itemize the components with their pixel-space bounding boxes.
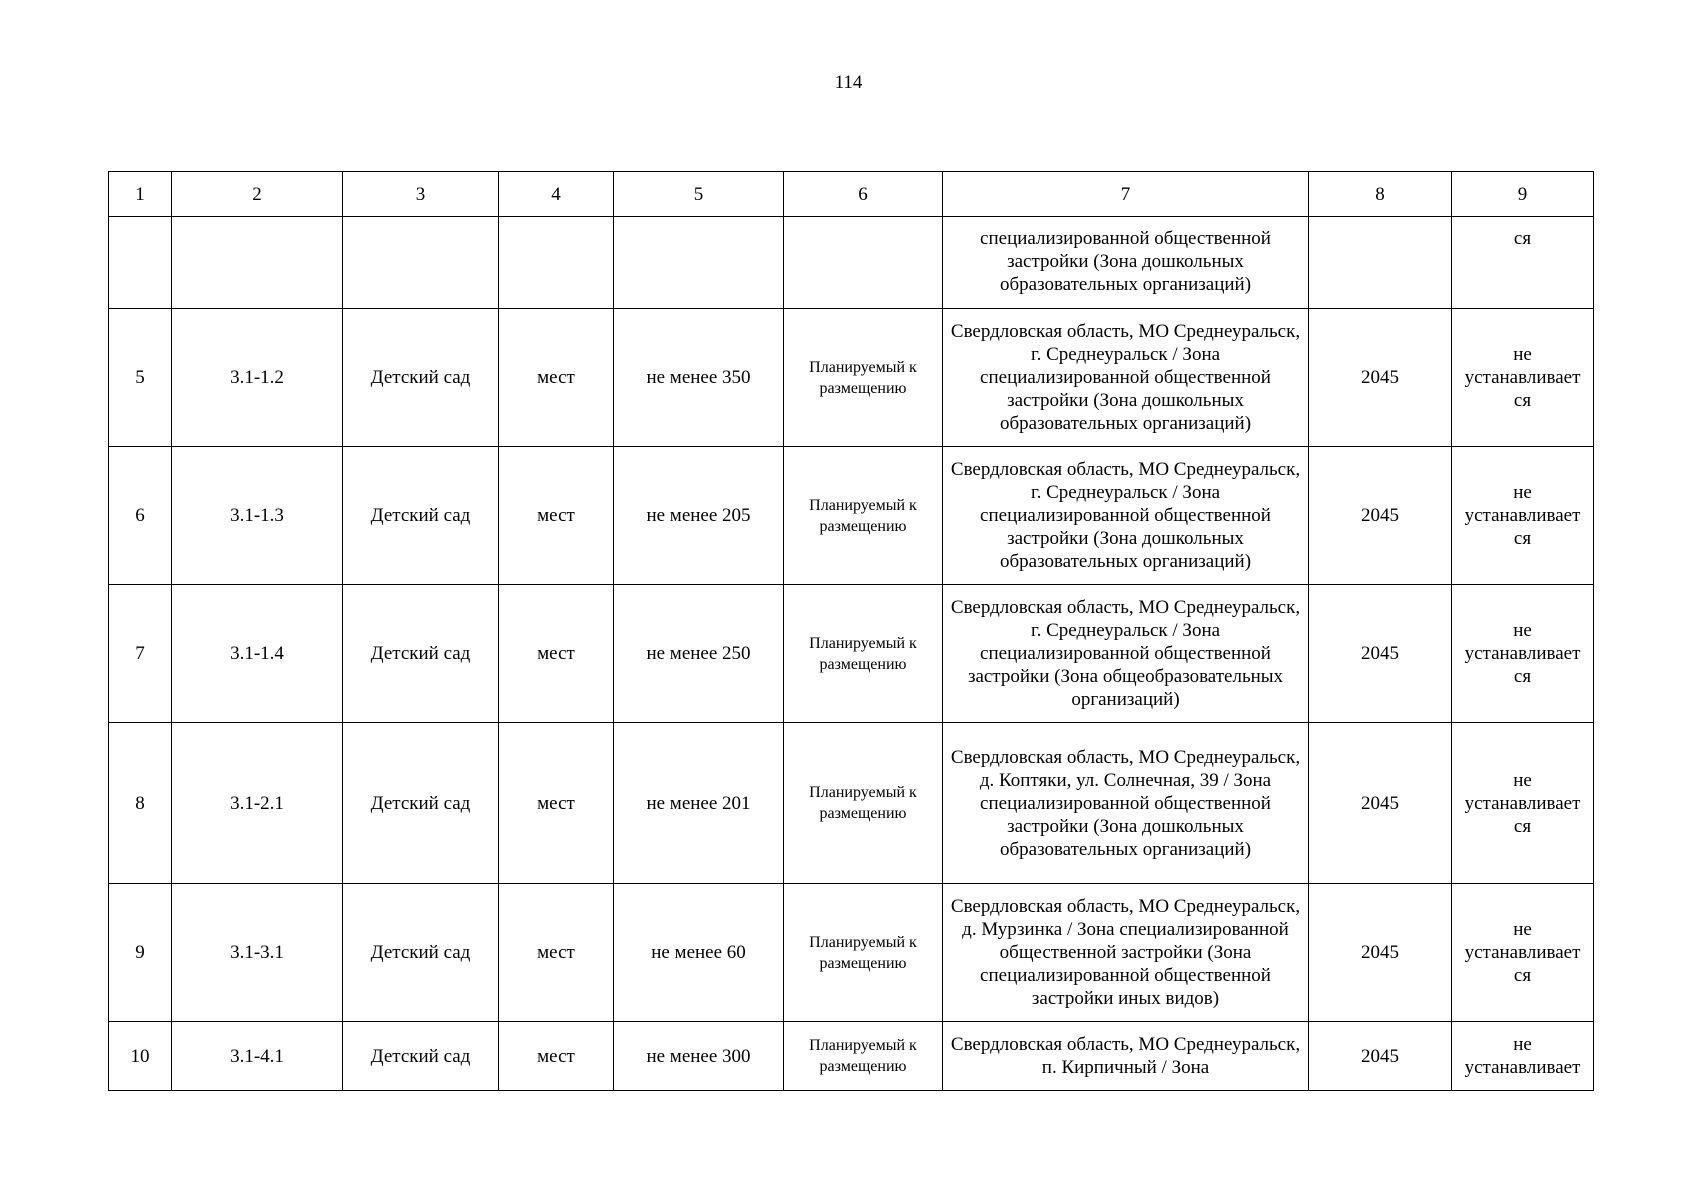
capacity-cell: не менее 350: [614, 309, 784, 447]
header-cell-3: 3: [343, 172, 499, 217]
year-cell: 2045: [1309, 309, 1452, 447]
object-code-cell: 3.1-1.2: [172, 309, 343, 447]
location-cell: Свердловская область, МО Среднеуральск, д. Мурзинка / Зона специализированной общественной застройки (Зона специализированной общественной застройки иных видов): [943, 884, 1309, 1022]
row-number-cell: 9: [109, 884, 172, 1022]
object-name-cell: Детский сад: [343, 723, 499, 884]
row-number-cell: [109, 217, 172, 309]
location-cell: Свердловская область, МО Среднеуральск, г. Среднеуральск / Зона специализированной общественной застройки (Зона дошкольных образовательных организаций): [943, 447, 1309, 585]
status-cell: Планируемый к размещению: [784, 723, 943, 884]
object-name-cell: [343, 217, 499, 309]
location-cell: Свердловская область, МО Среднеуральск, г. Среднеуральск / Зона специализированной общественной застройки (Зона общеобразовательных организаций): [943, 585, 1309, 723]
header-cell-1: 1: [109, 172, 172, 217]
capacity-cell: не менее 201: [614, 723, 784, 884]
zone-cell: не устанавливает ся: [1452, 309, 1594, 447]
object-code-cell: 3.1-1.3: [172, 447, 343, 585]
row-number-cell: 5: [109, 309, 172, 447]
unit-cell: мест: [499, 585, 614, 723]
year-cell: 2045: [1309, 723, 1452, 884]
unit-cell: мест: [499, 1022, 614, 1091]
status-cell: [784, 217, 943, 309]
capacity-cell: не менее 300: [614, 1022, 784, 1091]
row-number-cell: 6: [109, 447, 172, 585]
unit-cell: [499, 217, 614, 309]
unit-cell: мест: [499, 309, 614, 447]
header-cell-5: 5: [614, 172, 784, 217]
object-name-cell: Детский сад: [343, 1022, 499, 1091]
year-cell: [1309, 217, 1452, 309]
unit-cell: мест: [499, 447, 614, 585]
status-cell: Планируемый к размещению: [784, 309, 943, 447]
capacity-cell: не менее 60: [614, 884, 784, 1022]
header-cell-9: 9: [1452, 172, 1594, 217]
object-name-cell: Детский сад: [343, 309, 499, 447]
year-cell: 2045: [1309, 585, 1452, 723]
object-code-cell: 3.1-2.1: [172, 723, 343, 884]
zone-cell: ся: [1452, 217, 1594, 309]
data-table: [108, 171, 1594, 1091]
table-row: [109, 585, 1594, 723]
status-cell: Планируемый к размещению: [784, 585, 943, 723]
header-cell-6: 6: [784, 172, 943, 217]
location-cell: специализированной общественной застройки (Зона дошкольных образовательных организаций): [943, 217, 1309, 309]
page-number: 114: [834, 72, 863, 93]
row-number-cell: 7: [109, 585, 172, 723]
table-row: [109, 1022, 1594, 1091]
status-cell: Планируемый к размещению: [784, 884, 943, 1022]
object-name-cell: Детский сад: [343, 447, 499, 585]
object-name-cell: Детский сад: [343, 884, 499, 1022]
zone-cell: не устанавливает ся: [1452, 723, 1594, 884]
table-row: [109, 217, 1594, 309]
location-cell: Свердловская область, МО Среднеуральск, д. Коптяки, ул. Солнечная, 39 / Зона специализированной общественной застройки (Зона дошкольных образовательных организаций): [943, 723, 1309, 884]
object-code-cell: 3.1-4.1: [172, 1022, 343, 1091]
table-row: [109, 309, 1594, 447]
unit-cell: мест: [499, 884, 614, 1022]
zone-cell: не устанавливает ся: [1452, 447, 1594, 585]
object-code-cell: 3.1-1.4: [172, 585, 343, 723]
header-cell-2: 2: [172, 172, 343, 217]
table-row: [109, 884, 1594, 1022]
year-cell: 2045: [1309, 884, 1452, 1022]
object-name-cell: Детский сад: [343, 585, 499, 723]
year-cell: 2045: [1309, 447, 1452, 585]
table-row: [109, 447, 1594, 585]
row-number-cell: 10: [109, 1022, 172, 1091]
zone-cell: не устанавливает: [1452, 1022, 1594, 1091]
header-cell-8: 8: [1309, 172, 1452, 217]
year-cell: 2045: [1309, 1022, 1452, 1091]
row-number-cell: 8: [109, 723, 172, 884]
capacity-cell: [614, 217, 784, 309]
status-cell: Планируемый к размещению: [784, 1022, 943, 1091]
table-row: [109, 723, 1594, 884]
status-cell: Планируемый к размещению: [784, 447, 943, 585]
capacity-cell: не менее 205: [614, 447, 784, 585]
header-cell-7: 7: [943, 172, 1309, 217]
location-cell: Свердловская область, МО Среднеуральск, г. Среднеуральск / Зона специализированной общественной застройки (Зона дошкольных образовательных организаций): [943, 309, 1309, 447]
object-code-cell: 3.1-3.1: [172, 884, 343, 1022]
zone-cell: не устанавливает ся: [1452, 884, 1594, 1022]
object-code-cell: [172, 217, 343, 309]
unit-cell: мест: [499, 723, 614, 884]
zone-cell: не устанавливает ся: [1452, 585, 1594, 723]
table-header-row: [109, 172, 1594, 217]
capacity-cell: не менее 250: [614, 585, 784, 723]
location-cell: Свердловская область, МО Среднеуральск, п. Кирпичный / Зона: [943, 1022, 1309, 1091]
header-cell-4: 4: [499, 172, 614, 217]
